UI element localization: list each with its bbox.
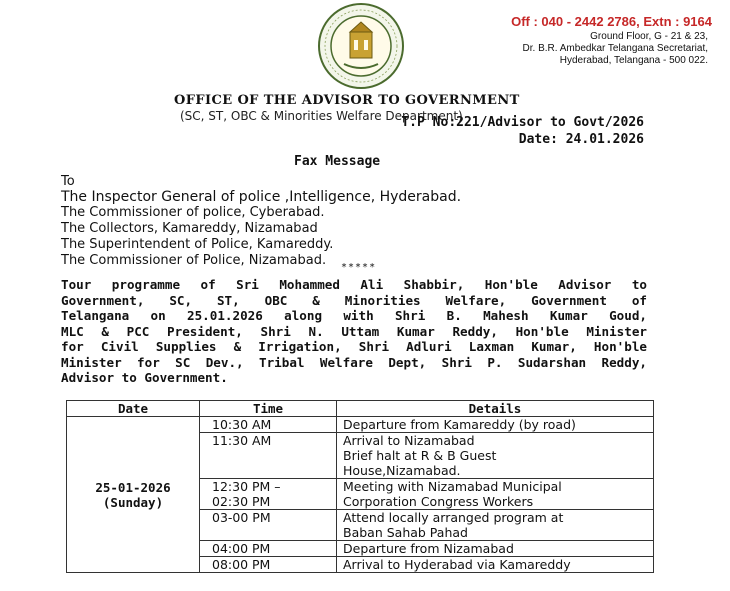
details-text: Meeting with Nizamabad Municipal xyxy=(343,479,562,494)
table-row xyxy=(67,417,654,433)
date-cell xyxy=(67,417,200,573)
tour-programme-paragraph xyxy=(61,277,647,386)
office-phone: Off : 040 - 2442 2786, Extn : 9164 xyxy=(511,14,712,29)
header-time: Time xyxy=(200,401,337,417)
to-label: To xyxy=(61,174,75,189)
recipient-line: The Commissioner of Police, Nizamabad. xyxy=(61,252,327,268)
date-value: 25-01-2026 xyxy=(95,479,171,495)
header-date: Date xyxy=(67,401,200,417)
time-text: 12:30 PM – xyxy=(212,479,281,494)
letter-date: Date: 24.01.2026 xyxy=(518,132,644,147)
address-line-2: Dr. B.R. Ambedkar Telangana Secretariat, xyxy=(522,43,708,54)
time-cell xyxy=(200,479,337,510)
details-text: Arrival to Hyderabad via Kamareddy xyxy=(343,557,571,572)
paragraph-line: MLC & PCC President, Shri N. Uttam Kumar Reddy, Hon'ble Minister xyxy=(61,323,647,339)
telangana-emblem-logo xyxy=(314,2,408,90)
office-title: OFFICE OF THE ADVISOR TO GOVERNMENT xyxy=(174,93,520,108)
details-cell xyxy=(337,479,654,510)
address-line-1: Ground Floor, G - 21 & 23, xyxy=(590,31,708,42)
time-text: 03-00 PM xyxy=(212,510,271,525)
details-cell xyxy=(337,417,654,433)
paragraph-line: Telangana on 25.01.2026 along with Shri B. Mahesh Kumar Goud, xyxy=(61,308,647,323)
address-line-3: Hyderabad, Telangana - 500 022. xyxy=(559,55,708,66)
time-text: 10:30 AM xyxy=(212,417,272,432)
time-cell xyxy=(200,510,337,541)
fax-heading: Fax Message xyxy=(294,154,381,169)
details-text: Corporation Congress Workers xyxy=(343,494,534,509)
paragraph-line: Minister for SC Dev., Tribal Welfare Dept, Shri P. Sudarshan Reddy, xyxy=(61,354,647,370)
time-cell xyxy=(200,557,337,573)
time-cell xyxy=(200,541,337,557)
details-cell xyxy=(337,510,654,541)
details-cell xyxy=(337,557,654,573)
time-text: 11:30 AM xyxy=(212,433,272,448)
recipients-block xyxy=(61,174,461,268)
recipient-line: The Commissioner of police, Cyberabad. xyxy=(61,205,325,221)
details-text: Brief halt at R & B Guest xyxy=(343,448,497,463)
details-text: Attend locally arranged program at xyxy=(343,510,564,525)
details-text: Departure from Kamareddy (by road) xyxy=(343,417,576,432)
time-cell xyxy=(200,433,337,479)
details-text: Departure from Nizamabad xyxy=(343,541,514,556)
paragraph-line: Tour programme of Sri Mohammed Ali Shabbir, Hon'ble Advisor to xyxy=(61,277,647,292)
day-value: (Sunday) xyxy=(102,494,164,510)
details-text: Arrival to Nizamabad xyxy=(343,433,475,448)
separator-stars: ***** xyxy=(341,262,377,273)
paragraph-line: Advisor to Government. xyxy=(61,370,228,385)
table-header-row xyxy=(67,401,654,417)
office-subtitle: (SC, ST, OBC & Minorities Welfare Department) xyxy=(180,109,463,123)
schedule-table xyxy=(66,400,654,573)
time-text: 02:30 PM xyxy=(212,494,271,509)
time-text: 04:00 PM xyxy=(212,541,271,556)
paragraph-line: for Civil Supplies & Irrigation, Shri Adluri Laxman Kumar, Hon'ble xyxy=(61,339,647,354)
time-cell xyxy=(200,417,337,433)
tp-number: T.P No:221/Advisor to Govt/2026 xyxy=(401,115,644,130)
time-text: 08:00 PM xyxy=(212,557,271,572)
header-details: Details xyxy=(337,401,654,417)
recipient-line: The Collectors, Kamareddy, Nizamabad xyxy=(61,221,318,237)
recipient-line: The Inspector General of police ,Intelligence, Hyderabad. xyxy=(61,188,462,205)
details-cell xyxy=(337,433,654,479)
details-cell xyxy=(337,541,654,557)
paragraph-line: Government, SC, ST, OBC & Minorities Welfare, Government of xyxy=(61,292,647,308)
details-text: Baban Sahab Pahad xyxy=(343,525,468,540)
recipient-line: The Superintendent of Police, Kamareddy. xyxy=(61,236,334,252)
details-text: House,Nizamabad. xyxy=(343,463,461,478)
